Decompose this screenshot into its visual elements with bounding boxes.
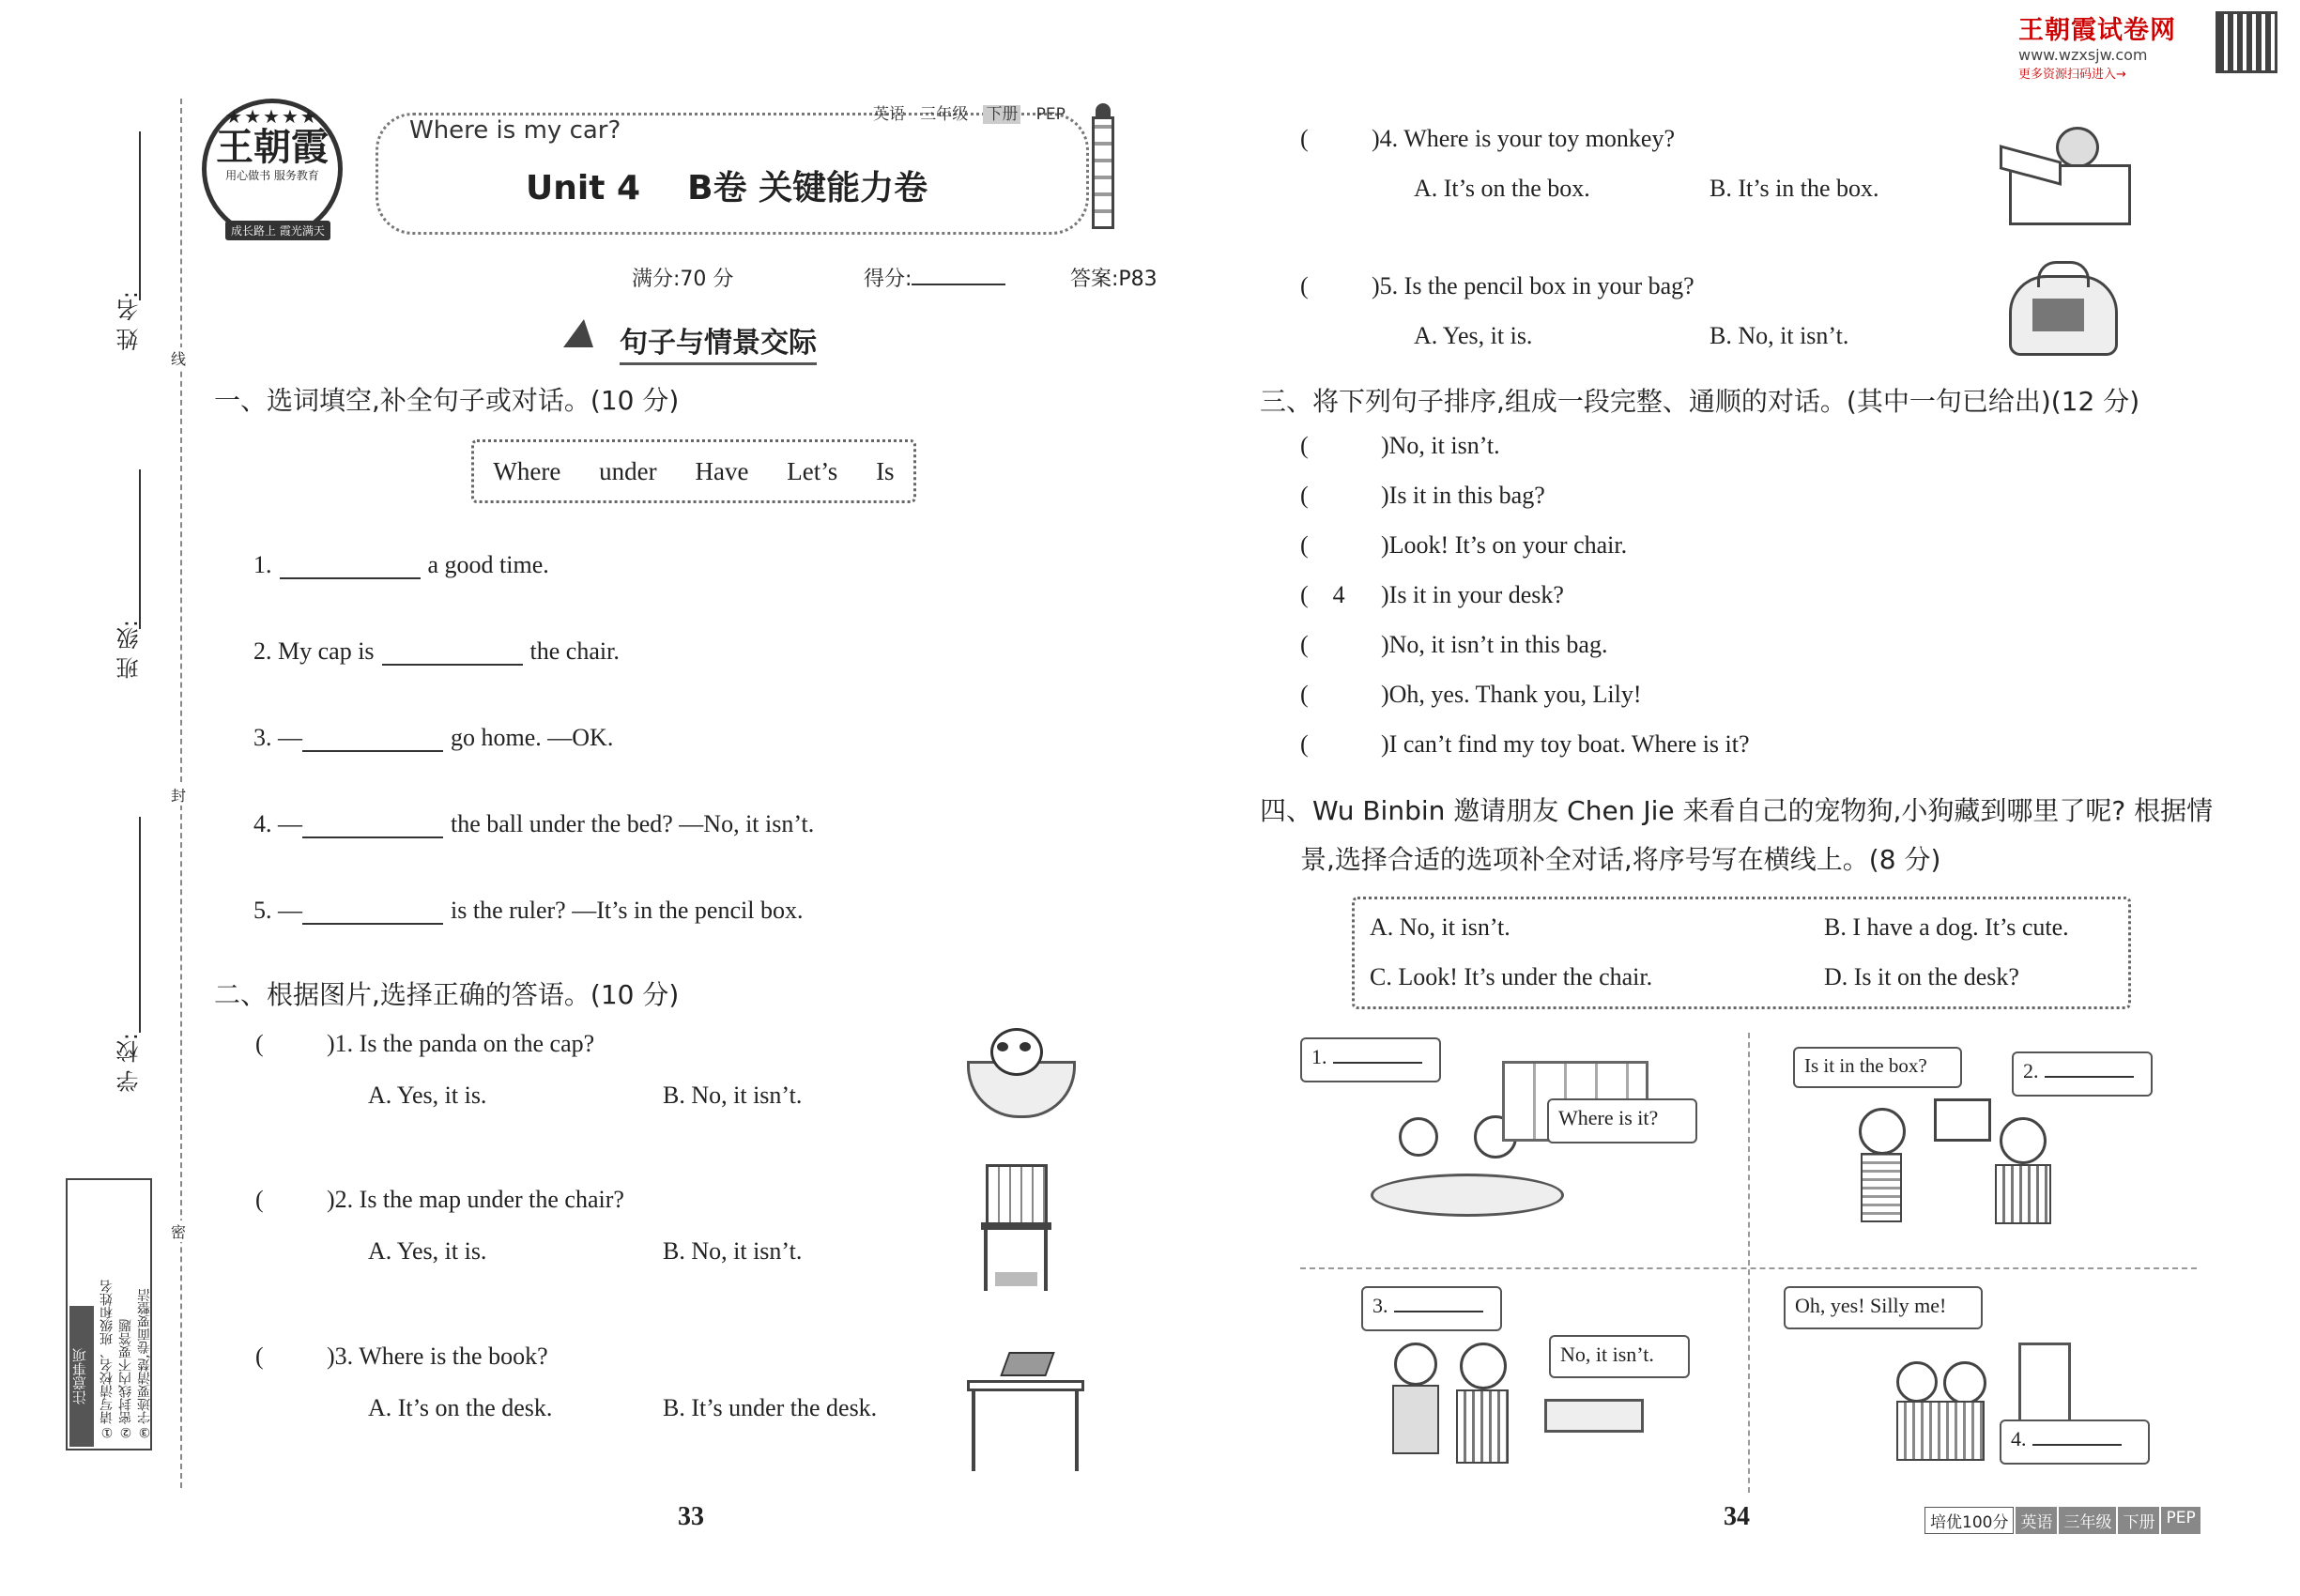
p1-blank-2[interactable] [382,637,523,666]
name-field[interactable] [139,131,141,300]
qr-code-icon [2216,11,2277,73]
panel-3-bubble-blank[interactable] [1361,1286,1502,1331]
p3-given-4: 4 [1332,581,1345,608]
p2-q4-text: )4. Where is your toy monkey? [1372,125,1675,152]
lighthouse-icon [1084,103,1122,230]
p3-item-4: ( 4 )Is it in your desk? [1300,581,1564,608]
panel-1-bubble-blank[interactable] [1300,1037,1441,1082]
part2-title: 二、根据图片,选择正确的答语。(10 分) [214,979,680,1010]
p3-text-2: )Is it in this bag? [1381,482,1545,509]
p2-q2: ( )2. Is the map under the chair? [255,1186,624,1213]
option-box [1352,897,2131,1009]
p3-item-6[interactable]: ( )Oh, yes. Thank you, Lily! [1300,681,1642,708]
p2-q3-text: )3. Where is the book? [327,1343,548,1370]
note-1: ①请写清校名、班级和姓名 [100,1280,115,1439]
score-label: 得分: [864,268,912,291]
p1-num-4: 4. [253,810,272,837]
p1-text-4: the ball under the bed? —No, it isn’t. [451,810,815,837]
p3-text-3: )Look! It’s on your chair. [1381,531,1628,559]
p1-item-4 [253,810,814,838]
panel-2-blank-num: 2. [2023,1059,2039,1082]
note-2: ②密封线内不要答题 [118,1319,133,1439]
panel-1-bubble-text: Where is it? [1547,1098,1697,1143]
p1-item-3 [253,724,613,752]
p2-q5-a[interactable]: A. Yes, it is. [1414,322,1533,349]
p1-num-5: 5. [253,897,272,924]
p1-blank-1[interactable] [280,551,421,579]
p2-q3: ( )3. Where is the book? [255,1343,548,1370]
p1-item-2 [253,637,620,666]
p1-text-2: the chair. [529,637,620,665]
notes-box [66,1178,152,1450]
p2-q5-b[interactable]: B. No, it isn’t. [1710,322,1849,349]
class-label: 班 级: [116,620,143,680]
unit-label: Unit 4 [526,169,640,207]
p2-q3-b[interactable]: B. It’s under the desk. [663,1394,878,1421]
p1-item-5 [253,897,803,925]
p1-num-1: 1. [253,551,272,578]
p2-q4: ( )4. Where is your toy monkey? [1300,125,1675,152]
p2-q4-b[interactable]: B. It’s in the box. [1710,175,1879,202]
tag-subject: 英语 [873,105,905,124]
note-3: ③字迹要清楚,卷面要整洁 [137,1288,152,1439]
p1-text-5: is the ruler? —It’s in the pencil box. [451,897,804,924]
page-title [526,161,928,209]
word-bank [471,439,916,503]
p1-blank-5[interactable] [302,897,443,925]
notes-title: 注意事项 [69,1306,94,1447]
site-tip: 更多资源扫码进入→ [2018,68,2126,82]
tag-edition: PEP [1035,105,1066,124]
panel-2-scene [1859,1098,2103,1249]
logo-stars: ★★★★★ [225,105,319,128]
section-banner: 句子与情景交际 [620,319,817,365]
chair-map-image [976,1164,1061,1291]
p1-pre-2: My cap is [278,637,375,665]
p2-q2-text: )2. Is the map under the chair? [327,1186,624,1213]
option-a: A. No, it isn’t. [1370,913,1510,941]
page-number-right: 34 [1724,1502,1750,1531]
score-field[interactable] [864,263,1005,292]
p3-text-5: )No, it isn’t in this bag. [1381,631,1608,658]
part3-title: 三、将下列句子排序,组成一段完整、通顺的对话。(其中一句已给出)(12 分) [1260,386,2140,417]
p1-blank-3[interactable] [302,724,443,752]
word-4: Let’s [787,456,838,485]
panel-4-bubble-text: Oh, yes! Silly me! [1784,1286,1983,1329]
p2-q2-a[interactable]: A. Yes, it is. [368,1237,487,1265]
p2-q5: ( )5. Is the pencil box in your bag? [1300,272,1694,299]
panel-1-scene [1352,1061,1690,1249]
p3-text-4: )Is it in your desk? [1381,581,1564,608]
panel-3-blank-num: 3. [1372,1294,1388,1317]
site-name: 王朝霞试卷网 [2018,16,2176,45]
header-tags [873,100,1066,124]
logo [202,99,343,239]
paper-title: B卷 关键能力卷 [687,169,928,207]
cut-char-2: 封 [171,784,186,806]
p3-item-5[interactable]: ( )No, it isn’t in this bag. [1300,631,1608,658]
site-url: www.wzxsjw.com [2018,46,2148,64]
p1-pre-5: — [278,897,302,924]
p1-item-1 [253,551,549,579]
panel-2-bubble-text: Is it in the box? [1793,1047,1962,1088]
logo-band: 成长路上 霞光满天 [225,221,330,240]
desk-book-image [967,1352,1089,1474]
panel-2-bubble-blank[interactable] [2012,1051,2153,1097]
p3-item-1[interactable]: ( )No, it isn’t. [1300,432,1500,459]
p3-text-1: )No, it isn’t. [1381,432,1500,459]
panel-1-blank-num: 1. [1311,1045,1327,1068]
option-d: D. Is it on the desk? [1824,963,2019,990]
part4-title-line2: 景,选择合适的选项补全对话,将序号写在横线上。(8 分) [1300,844,1941,875]
page-number-left: 33 [678,1502,704,1531]
part4-title-line1: 四、Wu Binbin 邀请朋友 Chen Jie 来看自己的宠物狗,小狗藏到哪里了呢? 根据情 [1260,795,2214,826]
tag-term: 下册 [983,105,1020,124]
p3-item-2[interactable]: ( )Is it in this bag? [1300,482,1545,509]
p2-q1: ( )1. Is the panda on the cap? [255,1030,595,1057]
name-label: 姓 名: [116,291,143,351]
panel-4-bubble-blank[interactable] [2000,1420,2150,1465]
series-badge [1924,1507,2200,1534]
monkey-box-image [2000,127,2140,230]
logo-text: 王朝霞 [216,126,329,169]
p3-text-7: )I can’t find my toy boat. Where is it? [1381,730,1750,758]
word-3: Have [695,456,749,485]
header-subtitle: Where is my car? [404,116,626,145]
logo-sub1: 用心做书 [225,169,271,182]
p3-text-6: )Oh, yes. Thank you, Lily! [1381,681,1642,708]
option-c: C. Look! It’s under the chair. [1370,963,1653,990]
p2-q5-text: )5. Is the pencil box in your bag? [1372,272,1694,299]
series-tag-2: 三年级 [2059,1507,2116,1534]
tag-grade: 三年级 [920,105,969,124]
cut-char-3: 密 [171,1220,186,1242]
p1-text-3: go home. —OK. [451,724,614,751]
panel-3-bubble-text: No, it isn’t. [1549,1335,1690,1378]
p2-q1-b[interactable]: B. No, it isn’t. [663,1082,803,1109]
p2-q1-text: )1. Is the panda on the cap? [327,1030,595,1057]
answer-ref: 答案:P83 [1070,268,1158,291]
series-tag-3: 下册 [2118,1507,2159,1534]
p1-num-3: 3. [253,724,272,751]
sailboat-icon [563,319,593,347]
p2-q1-a[interactable]: A. Yes, it is. [368,1082,487,1109]
series-name: 培优100分 [1924,1507,2014,1534]
series-tag-4: PEP [2161,1507,2200,1534]
school-field[interactable] [139,817,141,1033]
panel-divider-v [1748,1033,1750,1493]
logo-sub2: 服务教育 [273,169,319,182]
series-tag-1: 英语 [2016,1507,2057,1534]
bag-image [2000,261,2122,355]
p2-q2-b[interactable]: B. No, it isn’t. [663,1237,803,1265]
panda-on-cap-image [967,1023,1080,1117]
class-field[interactable] [139,469,141,629]
p3-item-7[interactable]: ( )I can’t find my toy boat. Where is it? [1300,730,1750,758]
school-label: 学 校: [116,1033,143,1093]
p1-pre-4: — [278,810,302,837]
option-b: B. I have a dog. It’s cute. [1824,913,2069,941]
word-5: Is [876,456,895,485]
word-1: Where [493,456,561,485]
p3-item-3[interactable]: ( )Look! It’s on your chair. [1300,531,1628,559]
p2-q3-a[interactable]: A. It’s on the desk. [368,1394,553,1421]
part1-title: 一、选词填空,补全句子或对话。(10 分) [214,385,680,416]
cut-char-1: 线 [171,347,186,369]
site-brand [2018,9,2206,82]
p1-text-1: a good time. [427,551,549,578]
p2-q4-a[interactable]: A. It’s on the box. [1414,175,1590,202]
p1-pre-3: — [278,724,302,751]
panel-4-blank-num: 4. [2011,1427,2027,1450]
p1-blank-4[interactable] [302,810,443,838]
full-score: 满分:70 分 [632,268,734,291]
p1-num-2: 2. [253,637,272,665]
word-2: under [599,456,657,485]
